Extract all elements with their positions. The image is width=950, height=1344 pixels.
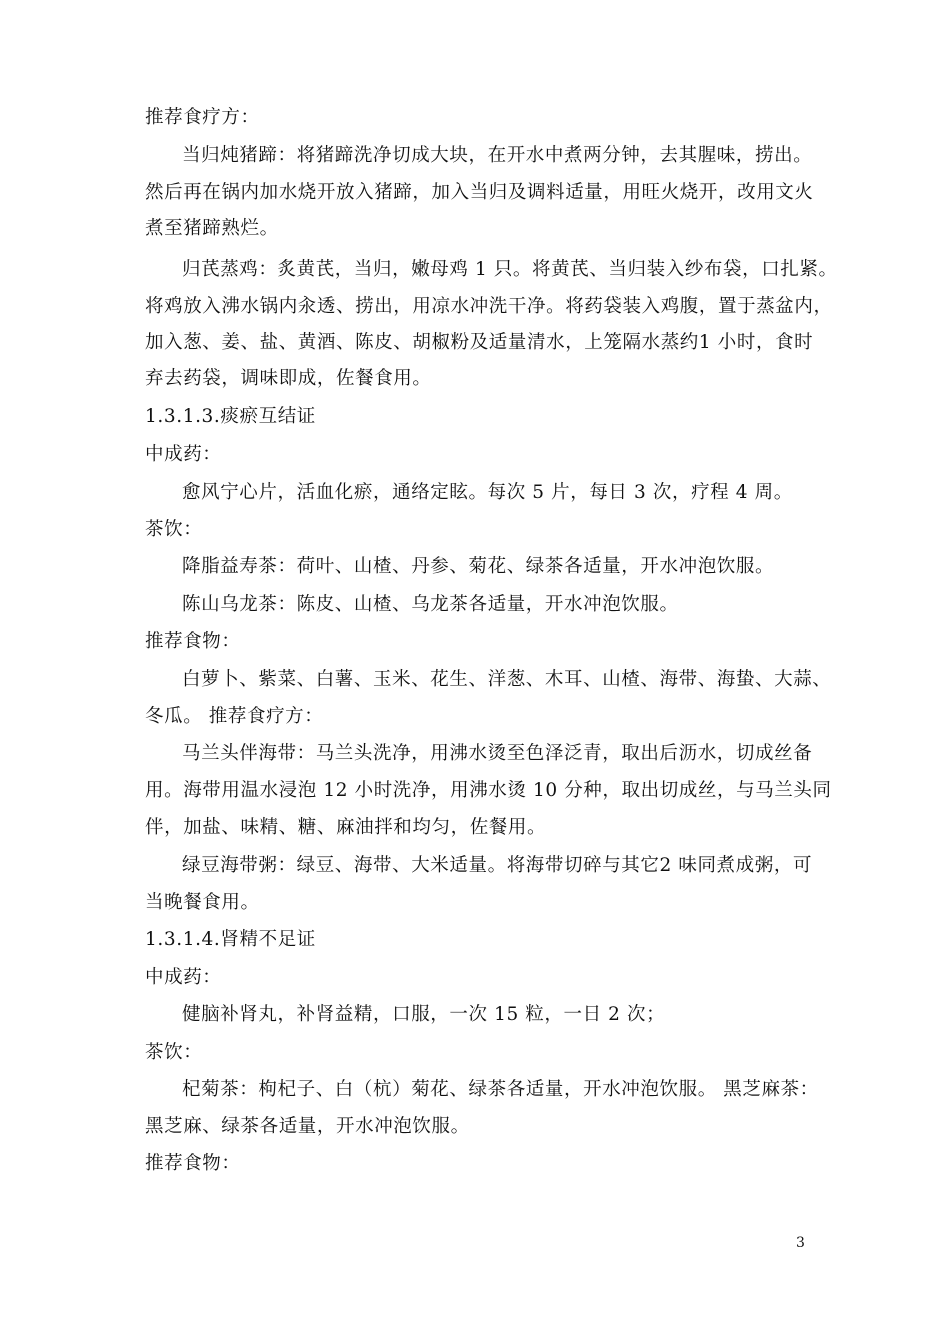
text-line: 弃去药袋，调味即成，佐餐食用。 [145, 368, 432, 389]
text-line: 加入葱、姜、盐、黄酒、陈皮、胡椒粉及适量清水，上笼隔水蒸约1 小时，食时 [145, 332, 814, 353]
subheading: 中成药： [145, 967, 222, 988]
text-line: 降脂益寿茶：荷叶、山楂、丹参、菊花、绿茶各适量，开水冲泡饮服。 [182, 556, 775, 577]
subheading: 茶饮： [145, 519, 203, 540]
text-line: 绿豆海带粥：绿豆、海带、大米适量。将海带切碎与其它2 味同煮成粥，可 [182, 855, 813, 876]
text-line: 黑芝麻、绿茶各适量，开水冲泡饮服。 [145, 1116, 470, 1137]
text-line: 杞菊茶：枸杞子、白（杭）菊花、绿茶各适量，开水冲泡饮服。 黑芝麻茶： [182, 1079, 819, 1100]
text-line: 推荐食疗方： [145, 107, 260, 128]
text-line: 当晚餐食用。 [145, 892, 260, 913]
text-line: 白萝卜、紫菜、白薯、玉米、花生、洋葱、木耳、山楂、海带、海蛰、大蒜、 [182, 669, 832, 690]
text-line: 然后再在锅内加水烧开放入猪蹄，加入当归及调料适量，用旺火烧开，改用文火 [145, 182, 814, 203]
section-heading: 1.3.1.3.痰瘀互结证 [145, 406, 316, 427]
text-line: 愈风宁心片，活血化瘀，通络定眩。每次 5 片，每日 3 次，疗程 4 周。 [182, 482, 793, 503]
text-line: 健脑补肾丸，补肾益精，口服，一次 15 粒，一日 2 次； [182, 1004, 666, 1025]
text-line: 伴，加盐、味精、糖、麻油拌和均匀，佐餐用。 [145, 817, 547, 838]
subheading: 推荐食物： [145, 1153, 241, 1174]
text-line: 马兰头伴海带：马兰头洗净，用沸水烫至色泽泛青，取出后沥水，切成丝备 [182, 743, 813, 764]
text-line: 将鸡放入沸水锅内汆透、捞出，用凉水冲洗干净。将药袋装入鸡腹，置于蒸盆内， [145, 296, 833, 317]
text-line: 当归炖猪蹄：将猪蹄洗净切成大块，在开水中煮两分钟，去其腥味，捞出。 [182, 145, 813, 166]
subheading: 推荐食物： [145, 631, 241, 652]
subheading: 茶饮： [145, 1042, 203, 1063]
text-line: 冬瓜。 推荐食疗方： [145, 706, 324, 727]
subheading: 中成药： [145, 444, 222, 465]
text-line: 归芪蒸鸡：炙黄芪，当归，嫩母鸡 1 只。将黄芪、当归装入纱布袋，口扎紧。 [182, 259, 838, 280]
text-line: 用。海带用温水浸泡 12 小时洗净，用沸水烫 10 分种，取出切成丝，与马兰头同 [145, 780, 832, 801]
page-number: 3 [796, 1235, 805, 1251]
section-heading: 1.3.1.4.肾精不足证 [145, 929, 316, 950]
text-line: 煮至猪蹄熟烂。 [145, 218, 279, 239]
text-line: 陈山乌龙茶：陈皮、山楂、乌龙茶各适量，开水冲泡饮服。 [182, 594, 679, 615]
